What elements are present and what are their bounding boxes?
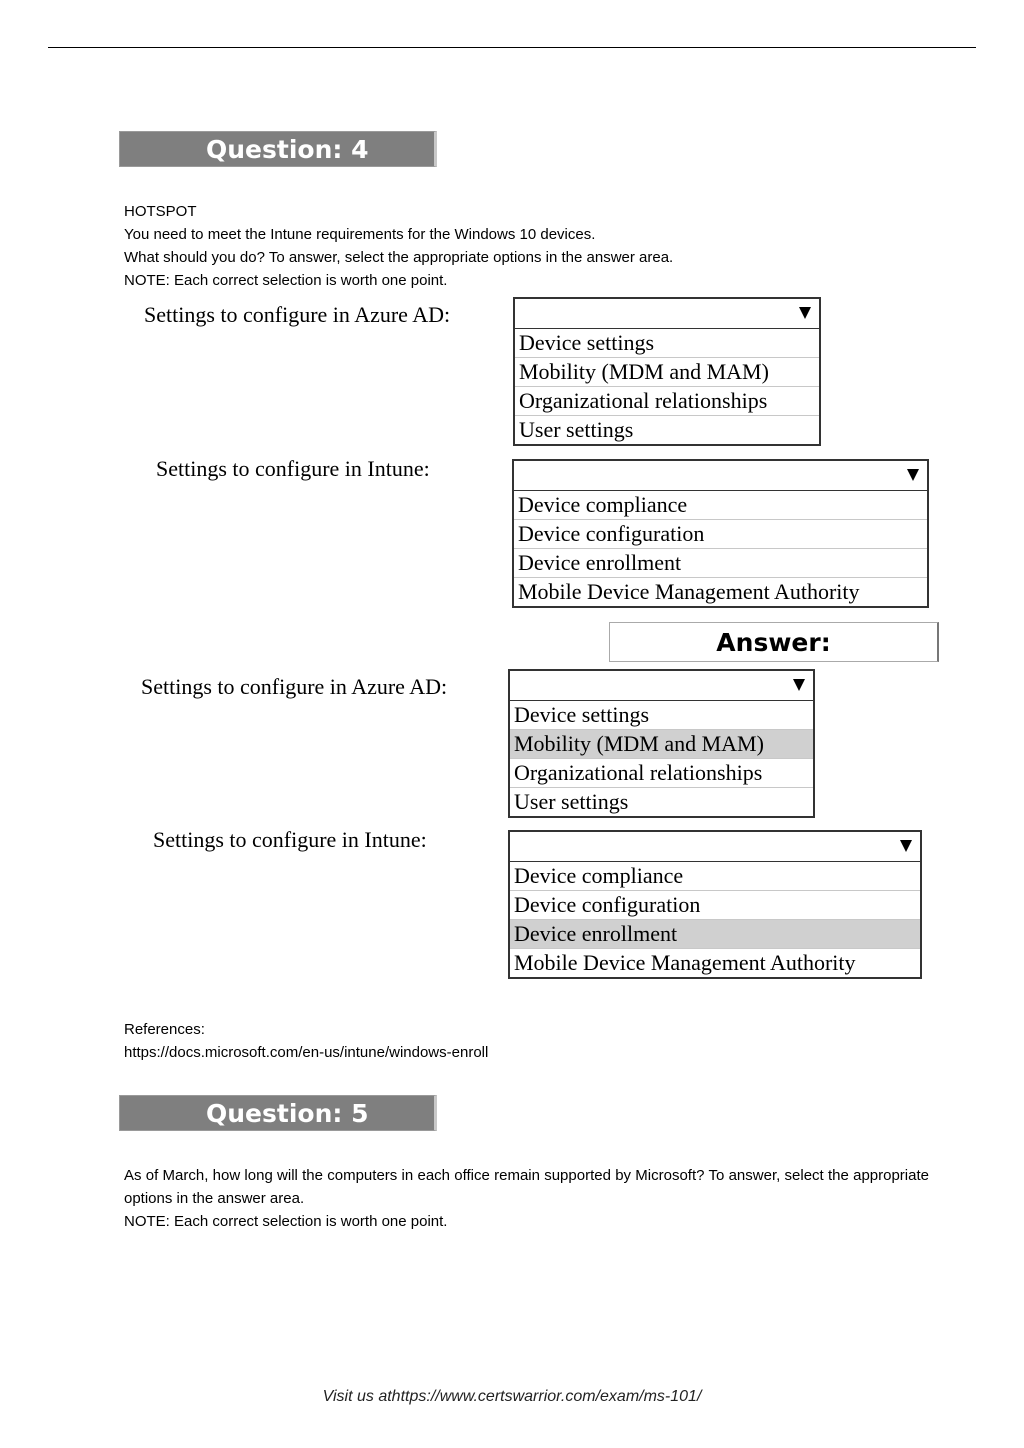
footer-text: Visit us athttps://www.certswarrior.com/exam/ms-101/ bbox=[322, 1388, 702, 1405]
dropdown-header[interactable] bbox=[510, 671, 813, 701]
intune-settings-label: Settings to configure in Intune: bbox=[156, 456, 430, 481]
dropdown-arrow-icon[interactable] bbox=[799, 307, 811, 319]
dropdown-option-selected[interactable]: Mobility (MDM and MAM) bbox=[510, 730, 813, 759]
question-line-1: You need to meet the Intune requirements for the Windows 10 devices. bbox=[124, 226, 596, 243]
dropdown-option[interactable]: Organizational relationships bbox=[515, 387, 819, 416]
question-4-text bbox=[124, 200, 929, 292]
question-5-banner bbox=[119, 1095, 437, 1131]
references bbox=[124, 1018, 929, 1064]
question-5-title: Question: 5 bbox=[206, 1099, 369, 1128]
question-type: HOTSPOT bbox=[124, 203, 197, 220]
dropdown-header[interactable] bbox=[515, 299, 819, 329]
dropdown-option[interactable]: Device settings bbox=[510, 701, 813, 730]
dropdown-option[interactable]: User settings bbox=[514, 789, 629, 814]
dropdown-arrow-icon[interactable] bbox=[907, 469, 919, 481]
answer-intune-settings-label: Settings to configure in Intune: bbox=[153, 827, 427, 852]
answer-heading: Answer: bbox=[609, 622, 939, 662]
question-5-note: NOTE: Each correct selection is worth one point. bbox=[124, 1213, 448, 1230]
references-label: References: bbox=[124, 1021, 205, 1038]
answer-azure-settings-dropdown[interactable] bbox=[508, 669, 815, 818]
dropdown-arrow-icon[interactable] bbox=[793, 679, 805, 691]
dropdown-arrow-icon[interactable] bbox=[900, 840, 912, 852]
dropdown-option[interactable]: Device compliance bbox=[510, 862, 920, 891]
dropdown-option[interactable]: Mobility (MDM and MAM) bbox=[515, 358, 819, 387]
dropdown-option[interactable]: User settings bbox=[519, 417, 634, 442]
dropdown-option[interactable]: Organizational relationships bbox=[510, 759, 813, 788]
reference-link[interactable]: https://docs.microsoft.com/en-us/intune/windows-enroll bbox=[124, 1044, 489, 1061]
question-5-text bbox=[124, 1164, 929, 1233]
azure-settings-dropdown[interactable] bbox=[513, 297, 821, 446]
dropdown-header[interactable] bbox=[514, 461, 927, 491]
azure-settings-label: Settings to configure in Azure AD: bbox=[144, 302, 451, 327]
dropdown-header[interactable] bbox=[510, 832, 920, 862]
answer-intune-settings-dropdown[interactable] bbox=[508, 830, 922, 979]
question-4-title: Question: 4 bbox=[206, 135, 369, 164]
question-note: NOTE: Each correct selection is worth one point. bbox=[124, 272, 448, 289]
answer-azure-settings-label: Settings to configure in Azure AD: bbox=[141, 674, 448, 699]
dropdown-option[interactable]: Device settings bbox=[515, 329, 819, 358]
intune-settings-dropdown[interactable] bbox=[512, 459, 929, 608]
dropdown-option[interactable]: Device compliance bbox=[514, 491, 927, 520]
question-5-paragraph: As of March, how long will the computers in each office remain supported by Microsoft? To answer, select the appropriate options in the answer area. bbox=[124, 1167, 929, 1207]
dropdown-option[interactable]: Mobile Device Management Authority bbox=[514, 950, 856, 975]
dropdown-option-selected[interactable]: Device enrollment bbox=[510, 920, 920, 949]
dropdown-option[interactable]: Mobile Device Management Authority bbox=[518, 579, 860, 604]
question-line-2: What should you do? To answer, select the appropriate options in the answer area. bbox=[124, 249, 674, 266]
dropdown-option[interactable]: Device configuration bbox=[514, 520, 927, 549]
top-rule bbox=[48, 47, 976, 48]
dropdown-option[interactable]: Device enrollment bbox=[514, 549, 927, 578]
dropdown-option[interactable]: Device configuration bbox=[510, 891, 920, 920]
question-4-banner bbox=[119, 131, 437, 167]
